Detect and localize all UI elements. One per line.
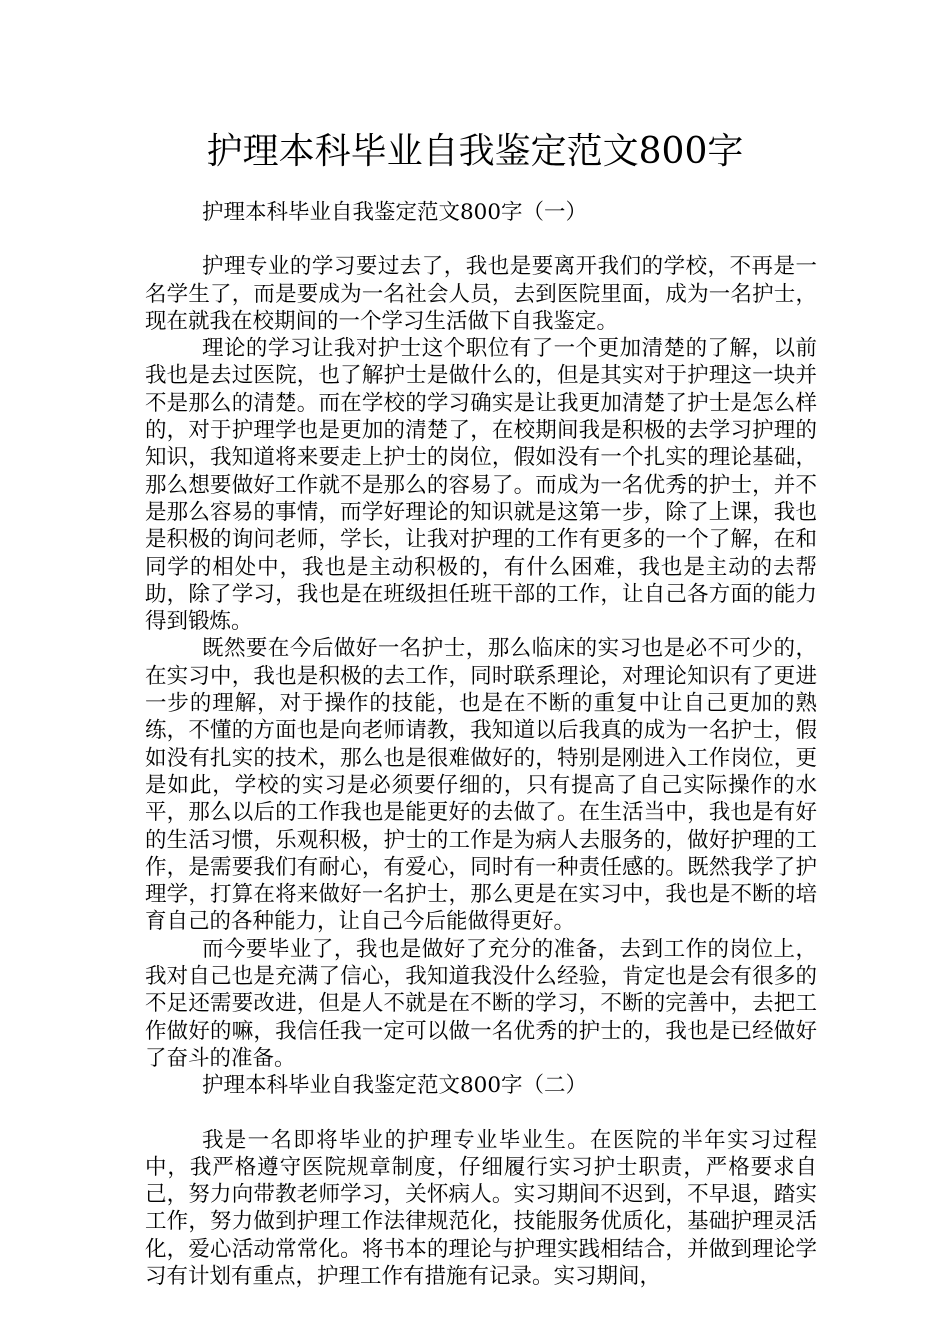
blank-line	[145, 1100, 817, 1127]
section-1-paragraph-2: 理论的学习让我对护士这个职位有了一个更加清楚的了解，以前我也是去过医院，也了解护士是做什么的，但是其实对于护理这一块并不是那么的清楚。而在学校的学习确实是让我更加清楚了护士是怎么样的，对于护理学也是更加的清楚了，在校期间我是积极的去学习护理的知识，我知道将来要走上护士的岗位，假如没有一个扎实的理论基础，那么想要做好工作就不是那么的容易了。而成为一名优秀的护士，并不是那么容易的事情，而学好理论的知识就是这第一步，除了上课，我也是积极的询问老师，学长，让我对护理的工作有更多的一个了解，在和同学的相处中，我也是主动积极的，有什么困难，我也是主动的去帮助，除了学习，我也是在班级担任班干部的工作，让自己各方面的能力得到锻炼。	[145, 336, 817, 635]
section-heading-2: 护理本科毕业自我鉴定范文800字（二）	[201, 1073, 588, 1099]
blank-line	[145, 226, 817, 253]
section-heading-1: 护理本科毕业自我鉴定范文800字（一）	[201, 200, 588, 225]
section-1-paragraph-1: 护理专业的学习要过去了，我也是要离开我们的学校，不再是一名学生了，而是要成为一名社会人员，去到医院里面，成为一名护士，现在就我在校期间的一个学习生活做下自我鉴定。	[145, 254, 817, 334]
document-body	[145, 199, 817, 1290]
section-1-paragraph-3: 既然要在今后做好一名护士，那么临床的实习也是必不可少的，在实习中，我也是积极的去工作，同时联系理论，对理论知识有了更进一步的理解，对于操作的技能，也是在不断的重复中让自己更加的熟练，不懂的方面也是向老师请教，我知道以后我真的成为一名护士，假如没有扎实的技术，那么也是很难做好的，特别是刚进入工作岗位，更是如此，学校的实习是必须要仔细的，只有提高了自己实际操作的水平，那么以后的工作我也是能更好的去做了。在生活当中，我也是有好的生活习惯，乐观积极，护士的工作是为病人去服务的，做好护理的工作，是需要我们有耐心，有爱心，同时有一种责任感的。既然我学了护理学，打算在将来做好一名护士，那么更是在实习中，我也是不断的培育自己的各种能力，让自己今后能做得更好。	[145, 636, 817, 935]
section-1-paragraph-4: 而今要毕业了，我也是做好了充分的准备，去到工作的岗位上，我对自己也是充满了信心，我知道我没什么经验，肯定也是会有很多的不足还需要改进，但是人不就是在不断的学习，不断的完善中，去把工作做好的嘛，我信任我一定可以做一名优秀的护士的，我也是已经做好了奋斗的准备。	[145, 936, 817, 1071]
section-2-paragraph-1: 我是一名即将毕业的护理专业毕业生。在医院的半年实习过程中，我严格遵守医院规章制度，仔细履行实习护士职责，严格要求自己，努力向带教老师学习，关怀病人。实习期间不迟到，不早退，踏实工作，努力做到护理工作法律规范化，技能服务优质化，基础护理灵活化，爱心活动常常化。将书本的理论与护理实践相结合，并做到理论学习有计划有重点，护理工作有措施有记录。实习期间，	[145, 1127, 817, 1289]
document-title: 护理本科毕业自我鉴定范文800字	[206, 131, 744, 172]
